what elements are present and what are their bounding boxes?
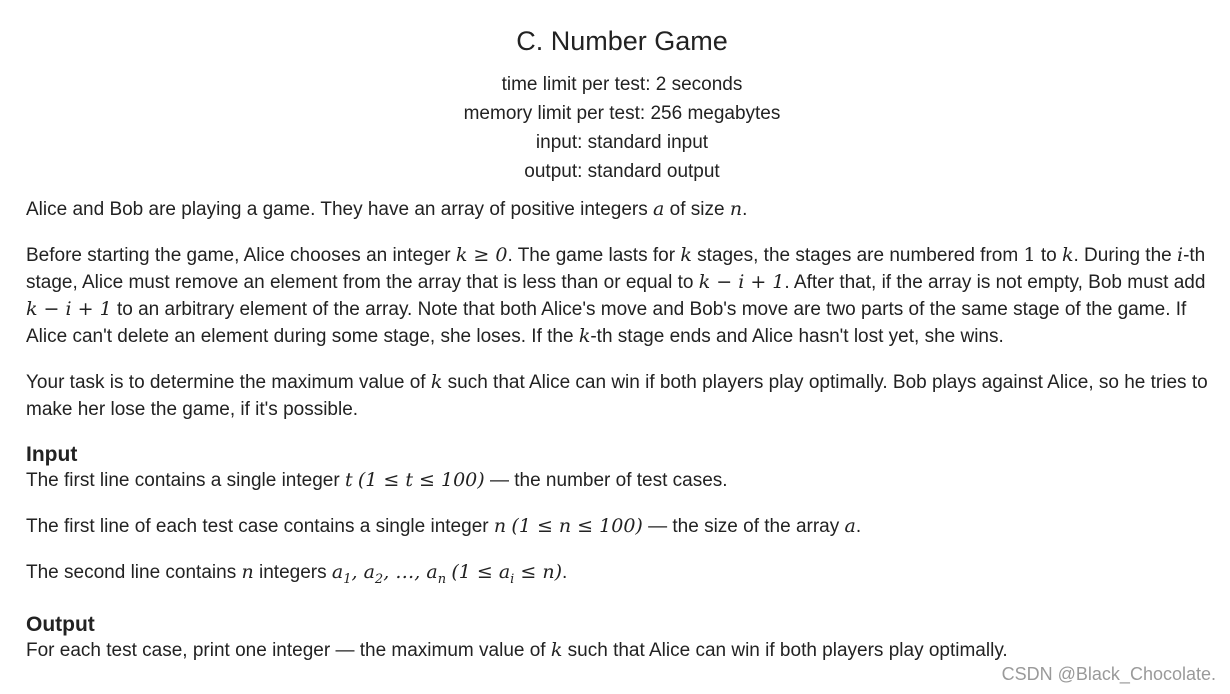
math-n: n <box>241 561 254 583</box>
text-segment: -th stage ends and Alice hasn't lost yet, she wins. <box>590 326 1004 347</box>
math-k: k <box>1061 244 1074 266</box>
text-segment: Before starting the game, Alice chooses an integer <box>26 245 456 266</box>
text-segment: . <box>742 199 748 220</box>
math-k: k <box>680 244 692 266</box>
math-n-range: (1 ≤ n ≤ 100) <box>511 515 643 537</box>
text-segment: Alice and Bob are playing a game. They have an array of positive integers <box>26 199 654 220</box>
text-segment: to an arbitrary element of the array. Note that both Alice's move and Bob's move are two parts of the same stage of the game. If Alice can't delete an element during some stage, she loses. If the <box>26 299 1187 347</box>
text-segment: — the number of test cases. <box>484 470 728 491</box>
math-k-geq-0: k ≥ 0 <box>455 244 508 266</box>
math-k: k <box>430 371 443 393</box>
csdn-watermark: CSDN @Black_Chocolate. <box>1001 664 1216 684</box>
math-range-part: (1 ≤ a <box>451 561 511 583</box>
input-spec: input: standard input <box>535 132 709 153</box>
statement-paragraph-1 <box>26 196 1218 223</box>
text-segment: For each test case, print one integer — the maximum value of <box>26 639 551 661</box>
math-a: a <box>844 515 856 537</box>
math-t: t <box>344 469 353 491</box>
memory-limit: memory limit per test: 256 megabytes <box>463 103 781 124</box>
time-limit: time limit per test: 2 seconds <box>501 74 743 95</box>
math-subscript: n <box>437 571 447 587</box>
output-line-1 <box>26 637 1218 664</box>
math-subscript: i <box>510 571 515 587</box>
math-t-range: (1 ≤ t ≤ 100) <box>357 469 485 491</box>
math-subscript: 1 <box>343 571 352 587</box>
math-one: 1 <box>1023 244 1036 266</box>
math-k: k <box>578 325 591 347</box>
text-segment: of size <box>664 199 730 220</box>
text-segment: . The game lasts for <box>507 245 681 266</box>
input-line-1 <box>26 467 1218 494</box>
problem-header <box>26 22 1218 186</box>
input-line-3 <box>26 559 1218 593</box>
output-spec: output: standard output <box>524 161 720 182</box>
math-sequence <box>331 561 447 587</box>
problem-title: C. Number Game <box>516 26 728 56</box>
text-segment: The first line contains a single integer <box>26 470 345 491</box>
math-subscript: 2 <box>374 571 384 587</box>
math-k: k <box>550 638 563 661</box>
math-i: i <box>1176 244 1184 266</box>
text-segment: . <box>855 516 862 537</box>
math-seq-part: a <box>331 561 344 583</box>
math-n: n <box>493 515 507 537</box>
text-segment: such that Alice can win if both players play optimally. Bob plays against Alice, so he tries to make her lose the game, if it's possible. <box>26 372 1208 420</box>
text-segment: Your task is to determine the maximum value of <box>26 372 431 393</box>
text-segment: The second line contains <box>26 562 242 583</box>
math-seq-part: , …, a <box>383 561 438 583</box>
text-segment: . During the <box>1073 245 1177 266</box>
statement-paragraph-3 <box>26 369 1218 423</box>
text-segment: such that Alice can win if both players play optimally. <box>562 639 1008 661</box>
problem-statement <box>26 196 1218 423</box>
output-heading: Output <box>26 612 95 636</box>
math-n: n <box>729 198 743 220</box>
math-a: a <box>653 198 665 220</box>
output-section <box>26 612 1218 664</box>
math-seq-part: , a <box>351 561 375 583</box>
text-segment: . <box>562 562 568 583</box>
text-segment: . After that, if the array is not empty, Bob must add <box>784 272 1206 293</box>
input-section <box>26 442 1218 593</box>
math-k-minus-i-plus-1: k − i + 1 <box>698 271 785 293</box>
math-ai-range <box>451 561 562 587</box>
input-heading: Input <box>26 443 78 466</box>
text-segment: stages, the stages are numbered from <box>691 245 1024 266</box>
math-range-part: ≤ n) <box>514 561 562 583</box>
input-line-2 <box>26 513 1218 540</box>
text-segment: — the size of the array <box>642 516 845 537</box>
problem-page <box>26 22 1218 683</box>
text-segment: The first line of each test case contains a single integer <box>26 516 494 537</box>
statement-paragraph-2 <box>26 242 1218 350</box>
text-segment: to <box>1035 245 1062 266</box>
text-segment: -th stage, Alice must remove an element from the array that is less than or equal to <box>26 245 1206 293</box>
text-segment: integers <box>253 562 332 583</box>
math-k-minus-i-plus-1: k − i + 1 <box>26 298 112 320</box>
